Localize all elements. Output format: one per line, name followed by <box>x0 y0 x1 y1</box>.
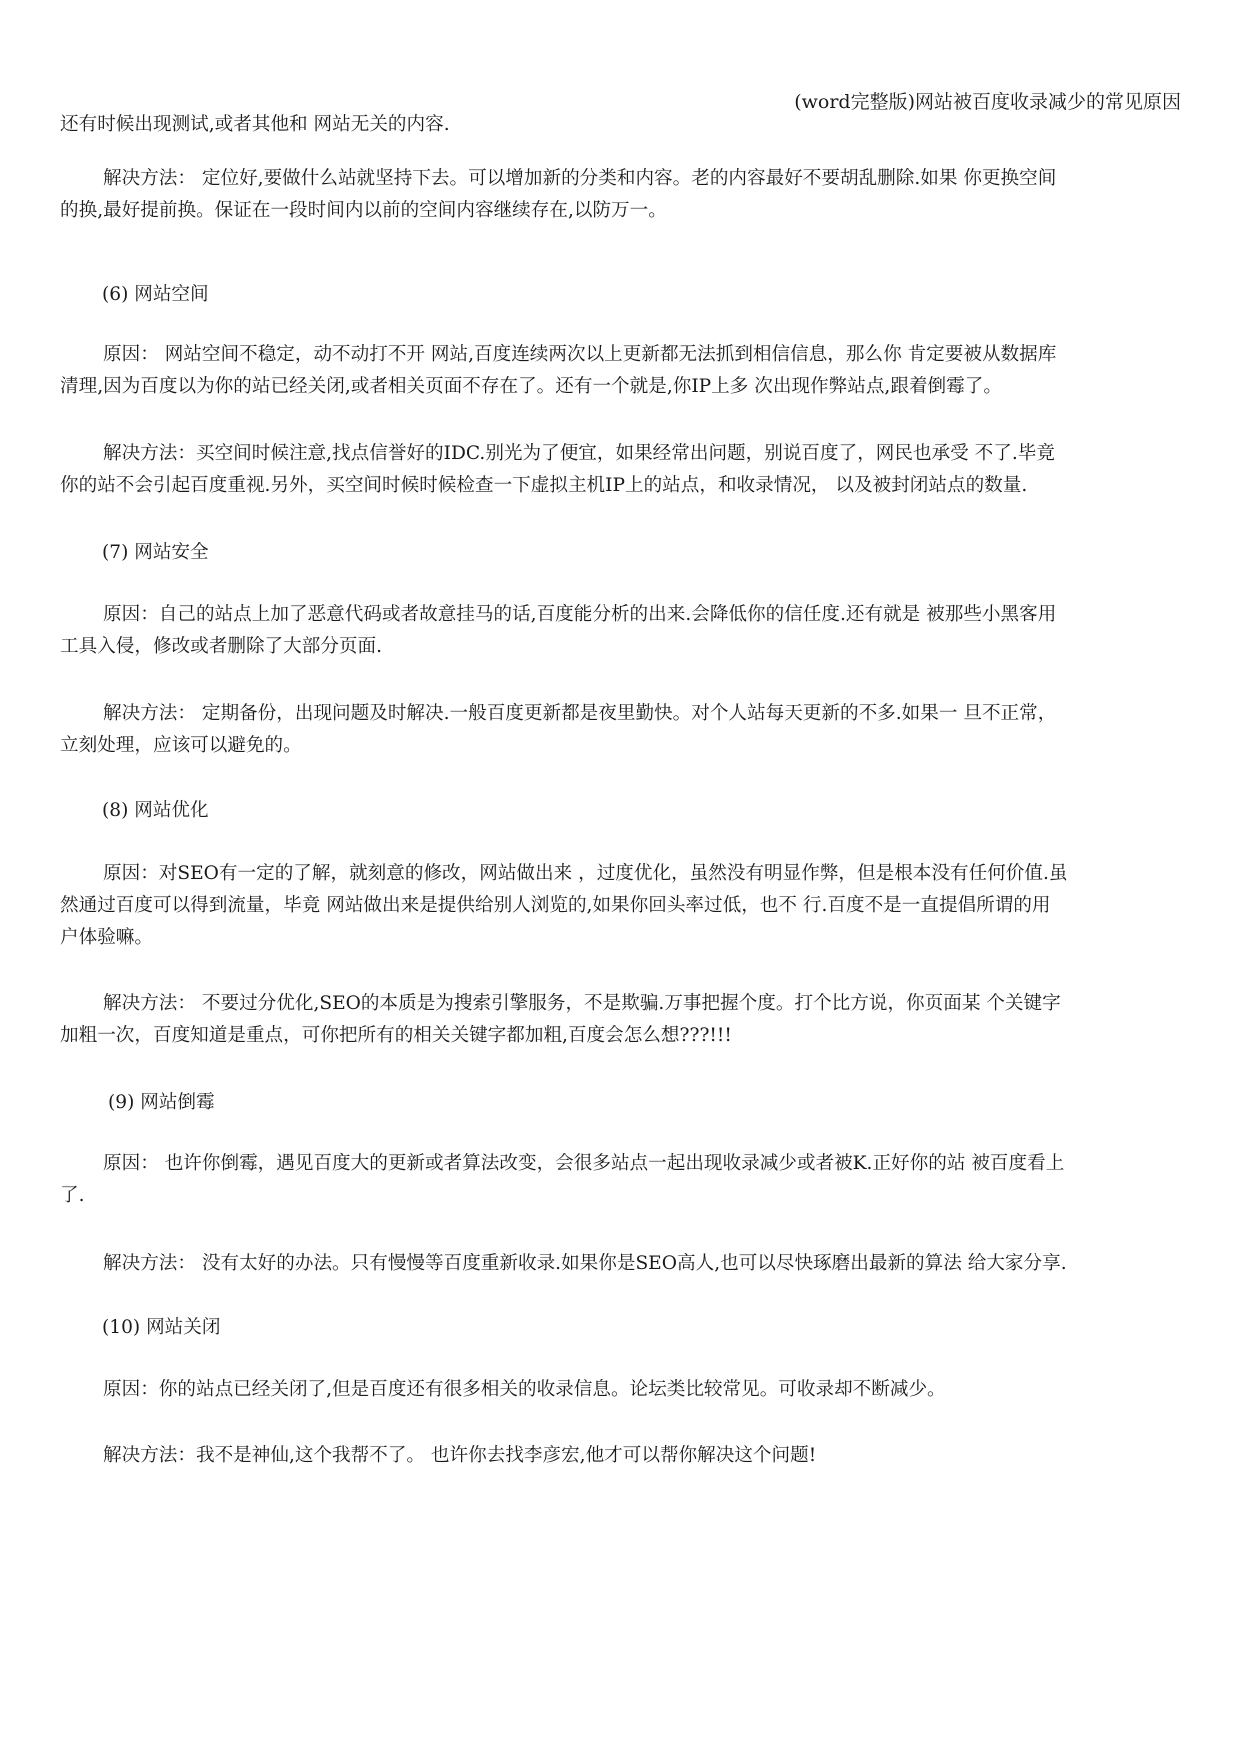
paragraph <box>60 1248 1181 1280</box>
text-line: 原因：你的站点已经关闭了,但是百度还有很多相关的收录信息。论坛类比较常见。可收录却不断减少。 <box>103 1379 946 1400</box>
paragraph <box>60 339 1181 403</box>
paragraph <box>60 599 1181 663</box>
paragraph <box>60 163 1181 227</box>
text-line: 工具入侵，修改或者删除了大部分页面. <box>60 636 383 657</box>
section-heading: (9) 网站倒霉 <box>108 1092 215 1113</box>
text-line: 解决方法： 定位好,要做什么站就坚持下去。可以增加新的分类和内容。老的内容最好不要胡乱删除.如果 你更换空间 <box>103 168 1057 189</box>
text-line: 然通过百度可以得到流量，毕竟 网站做出来是提供给别人浏览的,如果你回头率过低，也不 行.百度不是一直提倡所谓的用 <box>60 895 1051 916</box>
paragraph <box>60 988 1181 1052</box>
section-heading: (8) 网站优化 <box>102 800 209 821</box>
text-line: 原因：自己的站点上加了恶意代码或者故意挂马的话,百度能分析的出来.会降低你的信任度.还有就是 被那些小黑客用 <box>103 604 1057 625</box>
text-line: 解决方法：买空间时候注意,找点信誉好的IDC.别光为了便宜，如果经常出问题，别说百度了，网民也承受 不了.毕竟 <box>103 443 1055 464</box>
paragraph <box>60 858 1181 954</box>
text-line: 的换,最好提前换。保证在一段时间内以前的空间内容继续存在,以防万一。 <box>60 200 667 221</box>
paragraph <box>60 1440 1181 1472</box>
text-line: 还有时候出现测试,或者其他和 网站无关的内容. <box>60 114 450 135</box>
text-line: 户体验嘛。 <box>60 927 153 948</box>
text-line: 原因： 网站空间不稳定，动不动打不开 网站,百度连续两次以上更新都无法抓到相信信息，那么你 肯定要被从数据库 <box>103 344 1057 365</box>
paragraph <box>60 1374 1181 1406</box>
paragraph <box>60 109 1181 141</box>
text-line: 解决方法： 没有太好的办法。只有慢慢等百度重新收录.如果你是SEO高人,也可以尽快琢磨出最新的算法 给大家分享. <box>103 1253 1067 1274</box>
section-heading: (7) 网站安全 <box>102 542 209 563</box>
page-header: (word完整版)网站被百度收录减少的常见原因 <box>794 91 1181 113</box>
text-line: 解决方法： 不要过分优化,SEO的本质是为搜索引擎服务，不是欺骗.万事把握个度。打个比方说，你页面某 个关键字 <box>103 993 1061 1014</box>
text-line: 解决方法： 定期备份，出现问题及时解决.一般百度更新都是夜里勤快。对个人站每天更新的不多.如果一 旦不正常， <box>103 703 1057 724</box>
text-line: 原因：对SEO有一定的了解，就刻意的修改，网站做出来 ，过度优化，虽然没有明显作弊，但是根本没有任何价值.虽 <box>103 863 1068 884</box>
text-line: 了. <box>60 1185 85 1206</box>
paragraph <box>60 438 1181 502</box>
text-line: 加粗一次，百度知道是重点，可你把所有的相关关键字都加粗,百度会怎么想???!!! <box>60 1025 732 1046</box>
text-line: 清理,因为百度以为你的站已经关闭,或者相关页面不存在了。还有一个就是,你IP上多 次出现作弊站点,跟着倒霉了。 <box>60 376 1002 397</box>
text-line: 立刻处理，应该可以避免的。 <box>60 735 302 756</box>
text-line: 你的站不会引起百度重视.另外，买空间时候时候检查一下虚拟主机IP上的站点，和收录情况， 以及被封闭站点的数量. <box>60 475 1028 496</box>
text-line: 原因： 也许你倒霉，遇见百度大的更新或者算法改变，会很多站点一起出现收录减少或者被K.正好你的站 被百度看上 <box>103 1153 1065 1174</box>
section-heading: (10) 网站关闭 <box>102 1317 221 1338</box>
paragraph <box>60 698 1181 762</box>
paragraph <box>60 1148 1181 1212</box>
section-heading: (6) 网站空间 <box>102 284 209 305</box>
text-line: 解决方法：我不是神仙,这个我帮不了。 也许你去找李彦宏,他才可以帮你解决这个问题! <box>103 1445 817 1466</box>
